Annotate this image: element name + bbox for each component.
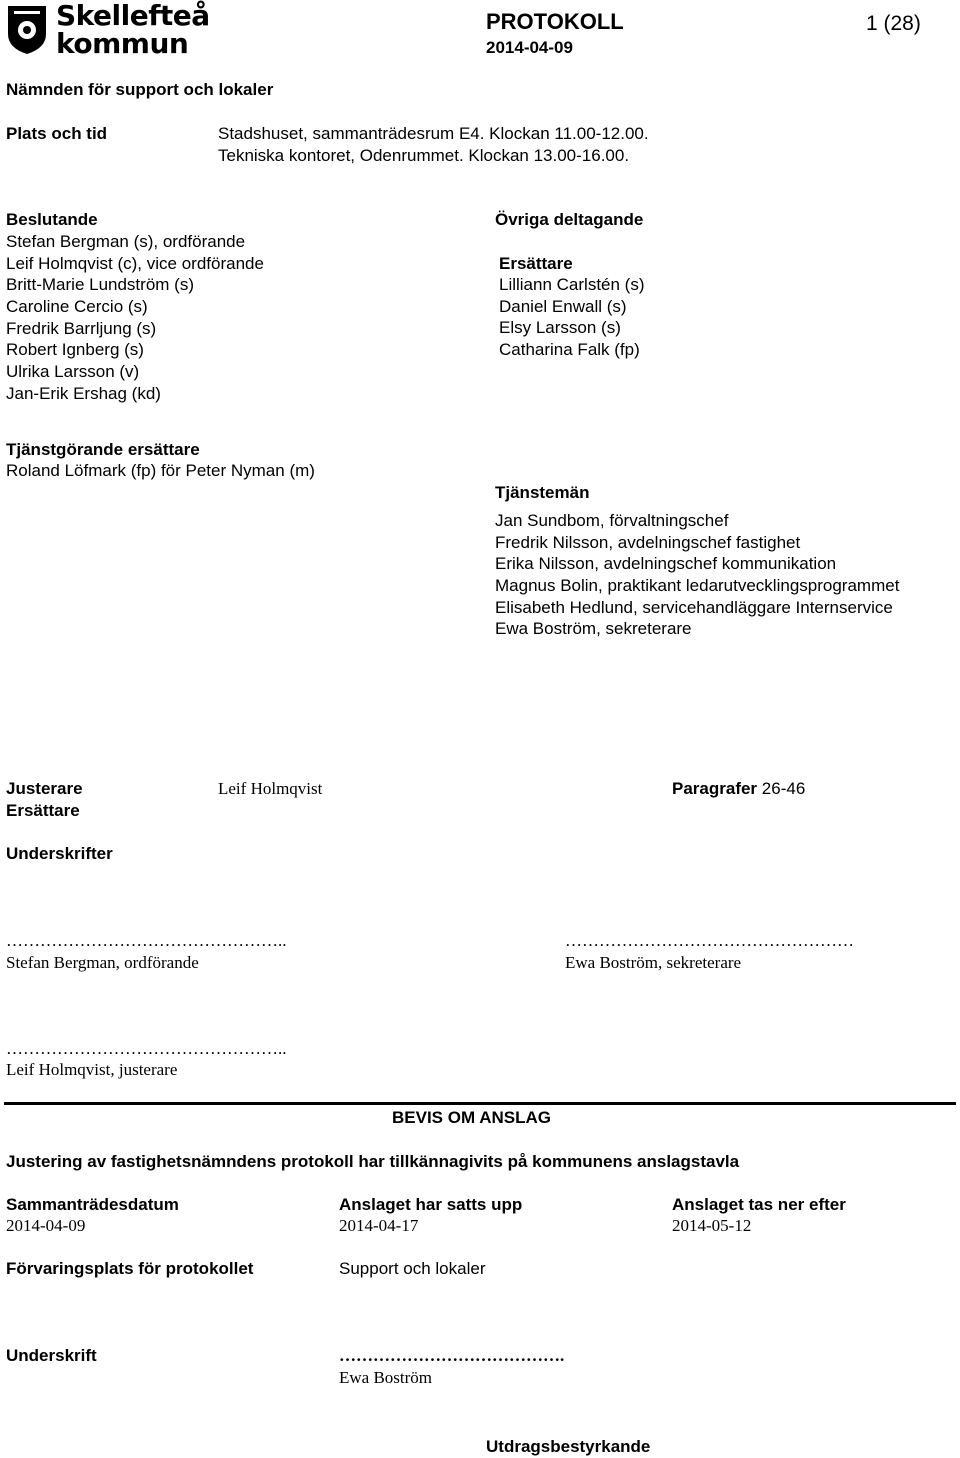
logo-text-line1: Skellefteå xyxy=(56,0,210,32)
list-item: Britt-Marie Lundström (s) xyxy=(6,275,194,295)
page-number: 1 (28) xyxy=(866,12,921,35)
paragrafer xyxy=(672,778,805,800)
list-item: Leif Holmqvist (c), vice ordförande xyxy=(6,253,264,273)
body-name: Nämnden för support och lokaler xyxy=(6,80,274,99)
tjanstgorande-text: Roland Löfmark (fp) för Peter Nyman (m) xyxy=(6,461,315,480)
meeting-date-value: 2014-04-09 xyxy=(6,1216,86,1235)
list-item: Ewa Boström, sekreterare xyxy=(495,619,692,639)
place-time-line-2: Tekniska kontoret, Odenrummet. Klockan 13.00-16.00. xyxy=(218,146,630,165)
signature-line-adjuster: ………………………………………….. xyxy=(6,1039,287,1058)
document-date: 2014-04-09 xyxy=(486,38,573,57)
list-item: Fredrik Nilsson, avdelningschef fastighet xyxy=(495,532,801,552)
list-item: Stefan Bergman (s), ordförande xyxy=(6,232,246,251)
certified-extract-label: Utdragsbestyrkande xyxy=(486,1437,651,1456)
ovriga-label: Övriga deltagande xyxy=(495,210,644,229)
section-divider xyxy=(4,1102,956,1105)
list-item: Lilliann Carlstén (s) xyxy=(499,275,645,294)
beslutande-list xyxy=(6,231,264,405)
list-item: Robert Ignberg (s) xyxy=(6,340,144,360)
meeting-date-label: Sammanträdesdatum xyxy=(6,1195,179,1214)
signature-line-chair: ………………………………………….. xyxy=(6,931,287,950)
signature-name-secretary: Ewa Boström, sekreterare xyxy=(565,953,742,972)
posted-date-value: 2014-04-17 xyxy=(339,1216,419,1235)
signature-name-adjuster: Leif Holmqvist, justerare xyxy=(6,1060,178,1079)
anslag-title: BEVIS OM ANSLAG xyxy=(392,1108,551,1127)
list-item: Elsy Larsson (s) xyxy=(499,318,621,338)
ovriga-ersattare-list xyxy=(499,274,645,361)
list-item: Jan Sundbom, förvaltningschef xyxy=(495,511,729,530)
signature-line-secretary: …………………………………………… xyxy=(565,931,854,950)
list-item: Erika Nilsson, avdelningschef kommunikation xyxy=(495,554,837,574)
list-item: Elisabeth Hedlund, servicehandläggare Internservice xyxy=(495,597,893,617)
tjanstemen-list xyxy=(495,510,899,640)
justerare-label: Justerare xyxy=(6,779,83,798)
storage-label: Förvaringsplats för protokollet xyxy=(6,1259,254,1278)
anslag-statement: Justering av fastighetsnämndens protokoll har tillkännagivits på kommunens anslagstavla xyxy=(6,1152,740,1171)
place-time-label: Plats och tid xyxy=(6,124,108,143)
underskrifter-label: Underskrifter xyxy=(6,844,113,863)
list-item: Fredrik Barrljung (s) xyxy=(6,318,157,338)
removed-date-value: 2014-05-12 xyxy=(672,1216,752,1235)
tjanstemen-label: Tjänstemän xyxy=(495,483,590,502)
beslutande-label: Beslutande xyxy=(6,210,98,229)
justerare-name: Leif Holmqvist xyxy=(218,779,323,798)
list-item: Ulrika Larsson (v) xyxy=(6,362,140,382)
paragrafer-label: Paragrafer xyxy=(672,779,758,798)
anslag-signature-line: …………………………………. xyxy=(339,1346,565,1365)
ovriga-ersattare-label: Ersättare xyxy=(499,254,573,273)
removed-date-label: Anslaget tas ner efter xyxy=(672,1195,846,1214)
list-item: Caroline Cercio (s) xyxy=(6,297,148,317)
list-item: Jan-Erik Ershag (kd) xyxy=(6,383,161,403)
storage-value: Support och lokaler xyxy=(339,1259,486,1278)
posted-date-label: Anslaget har satts upp xyxy=(339,1195,523,1214)
tjanstgorande-label: Tjänstgörande ersättare xyxy=(6,440,200,459)
list-item: Catharina Falk (fp) xyxy=(499,340,640,360)
list-item: Daniel Enwall (s) xyxy=(499,296,627,316)
place-time-line-1: Stadshuset, sammanträdesrum E4. Klockan 11.00-12.00. xyxy=(218,124,649,143)
paragrafer-value: 26-46 xyxy=(761,779,806,798)
signature-label: Underskrift xyxy=(6,1346,97,1365)
list-item: Magnus Bolin, praktikant ledarutvecklingsprogrammet xyxy=(495,576,900,596)
anslag-signature-name: Ewa Boström xyxy=(339,1368,433,1387)
justering-ersattare-label: Ersättare xyxy=(6,801,80,820)
signature-name-chair: Stefan Bergman, ordförande xyxy=(6,953,199,972)
document-type: PROTOKOLL xyxy=(486,9,624,34)
logo-text-line2: kommun xyxy=(56,27,189,60)
